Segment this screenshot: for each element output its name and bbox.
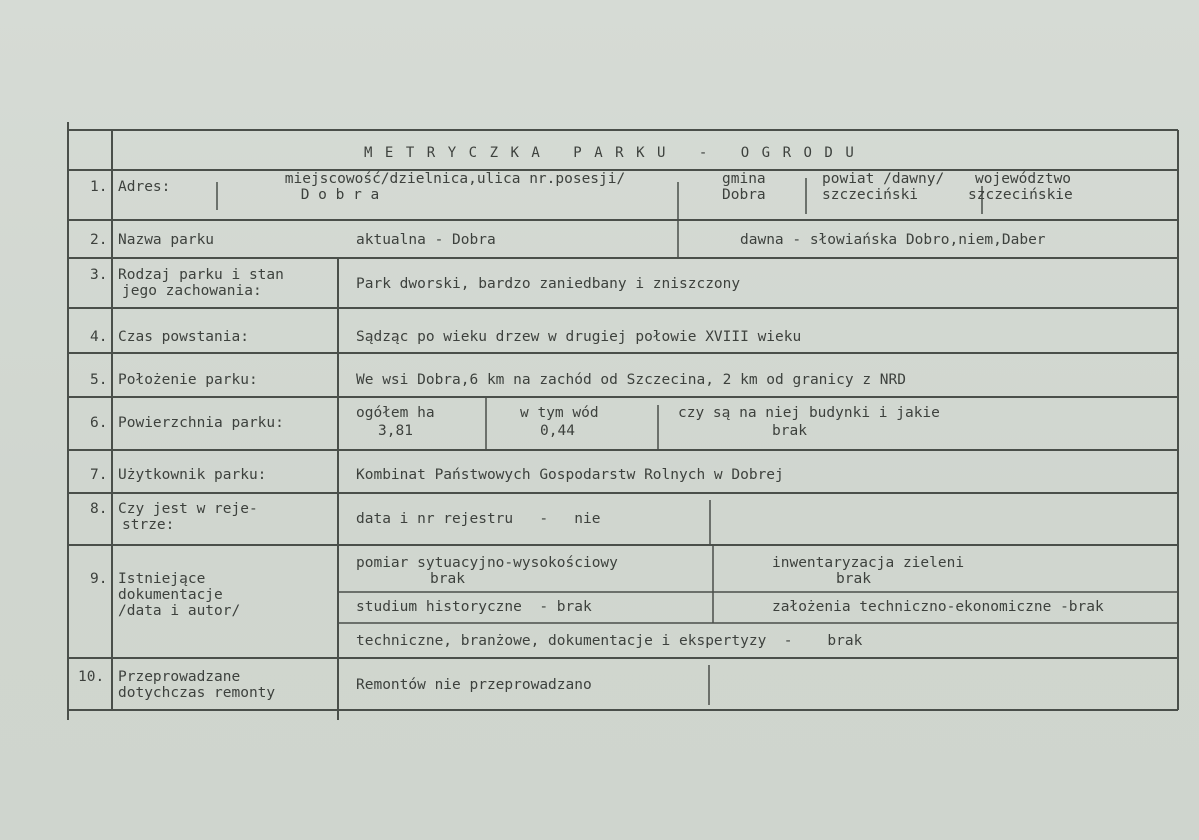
row-label-location: Położenie parku: — [118, 372, 258, 388]
powiat-header: powiat /dawny/ — [822, 171, 945, 187]
row-label-line: strze: — [122, 517, 175, 533]
park-name-former: dawna - słowiańska Dobro,niem,Daber — [740, 232, 1046, 248]
row-label-address: Adres: — [118, 179, 171, 195]
survey-value: brak — [430, 571, 465, 587]
park-type-value: Park dworski, bardzo zaniedbany i zniszczony — [356, 276, 741, 292]
historical-study: studium historyczne - brak — [356, 599, 592, 615]
row-label-line: Istniejące — [118, 571, 206, 587]
park-name-current: aktualna - Dobra — [356, 232, 496, 248]
row-number: 3. — [90, 267, 108, 283]
survey-header: pomiar sytuacyjno-wysokościowy — [356, 555, 618, 571]
greenery-value: brak — [836, 571, 871, 587]
user-value: Kombinat Państwowych Gospodarstw Rolnych w Dobrej — [356, 467, 784, 483]
row-label-user: Użytkownik parku: — [118, 467, 267, 483]
row-label-park-name: Nazwa parku — [118, 232, 215, 248]
area-total-header: ogółem ha — [356, 405, 435, 421]
row-number: 8. — [90, 501, 108, 517]
row-label-line: dokumentacje — [118, 587, 223, 603]
location-value: We wsi Dobra,6 km na zachód od Szczecina, 2 km od granicy z NRD — [356, 372, 906, 388]
area-total-value: 3,81 — [378, 423, 413, 439]
gmina-header: gmina — [722, 171, 766, 187]
address-header: miejscowość/dzielnica,ulica nr.posesji/ — [284, 171, 626, 187]
row-label-line: Czy jest w reje- — [118, 501, 258, 517]
row-label-line: /data i autor/ — [118, 603, 241, 619]
row-label-line: Rodzaj parku i stan — [118, 267, 284, 283]
row-number: 10. — [78, 669, 105, 685]
other-documentation: techniczne, branżowe, dokumentacje i ekspertyzy - brak — [356, 633, 863, 649]
row-label-line: jego zachowania: — [122, 283, 262, 299]
row-number: 5. — [90, 372, 108, 388]
creation-time-value: Sądząc po wieku drzew w drugiej połowie XVIII wieku — [356, 329, 802, 345]
row-label-creation-time: Czas powstania: — [118, 329, 249, 345]
buildings-value: brak — [772, 423, 807, 439]
technical-assumptions: założenia techniczno-ekonomiczne -brak — [772, 599, 1104, 615]
row-number: 9. — [90, 571, 108, 587]
gmina-value: Dobra — [722, 187, 766, 203]
row-number: 7. — [90, 467, 108, 483]
wojewodztwo-value: szczecińskie — [968, 187, 1073, 203]
address-value: D o b r a — [300, 187, 380, 203]
row-number: 4. — [90, 329, 108, 345]
row-label-line: dotychczas remonty — [118, 685, 276, 701]
area-water-value: 0,44 — [540, 423, 575, 439]
wojewodztwo-header: województwo — [975, 171, 1072, 187]
powiat-value: szczeciński — [822, 187, 919, 203]
row-number: 2. — [90, 232, 108, 248]
repairs-value: Remontów nie przeprowadzano — [356, 677, 592, 693]
form-title: METRYCZKA PARKU - OGRODU — [364, 145, 867, 161]
row-label-line: Przeprowadzane — [118, 669, 241, 685]
greenery-header: inwentaryzacja zieleni — [772, 555, 965, 571]
buildings-header: czy są na niej budynki i jakie — [678, 405, 940, 421]
row-number: 1. — [90, 179, 108, 195]
row-number: 6. — [90, 415, 108, 431]
register-value: data i nr rejestru - nie — [356, 511, 601, 527]
area-water-header: w tym wód — [520, 405, 599, 421]
row-label-area: Powierzchnia parku: — [118, 415, 284, 431]
